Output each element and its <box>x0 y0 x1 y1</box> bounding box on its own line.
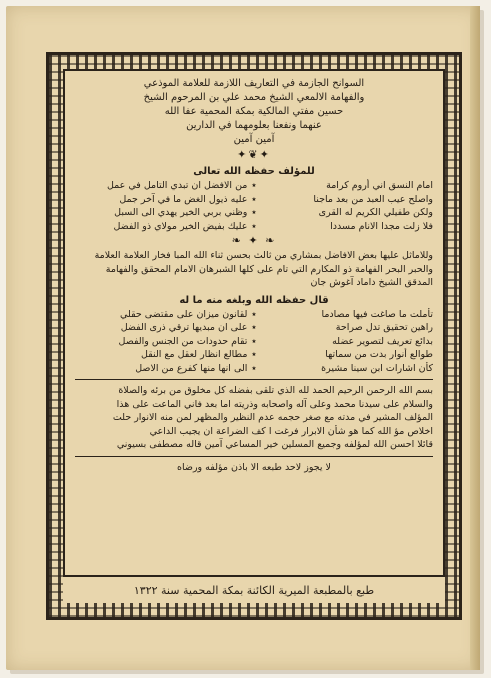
author-heading: للمؤلف حفظه الله تعالى <box>193 166 315 177</box>
ornament-divider: ❧ ✦ ❧ <box>231 234 277 247</box>
page-spine <box>470 6 480 670</box>
verse-row <box>75 206 433 220</box>
star-icon: ٭ <box>251 180 257 191</box>
star-icon: ٭ <box>251 335 257 347</box>
star-icon: ٭ <box>251 220 257 232</box>
endorsement-paragraph <box>75 384 433 452</box>
verse-hemistich: ولكن طفيلي الكريم له القرى <box>318 207 433 218</box>
verse-hemistich: من الافضل ان تبدي التامل في عمل <box>106 180 248 191</box>
verse-hemistich: طوالع أنوار بدت من سماتها <box>325 349 433 360</box>
verse-row <box>75 335 433 349</box>
verse-hemistich: عليك بفيض الخير مولاي ذو الفضل <box>113 220 248 232</box>
imprint-line <box>63 575 445 603</box>
verse-hemistich: بدائع تعريف لتصوير عضله <box>332 335 433 347</box>
star-icon: ٭ <box>251 322 257 333</box>
verse-hemistich: واصلح عيب العبد من بعد ماجنا <box>313 193 433 205</box>
verse-hemistich: مطالع انظار لعقل مع النقل <box>141 349 248 360</box>
paragraph-line: وللاماثل عليها بعض الافاضل بمشاري من ثالث بحسن ثناء الله المبا فخار العلامة العلامة <box>94 250 433 261</box>
star-icon: ٭ <box>251 308 257 320</box>
rights-note: لا يجوز لاحد طبعه الا باذن مؤلفه ورضاه <box>177 461 331 473</box>
verse-hemistich: لقانون ميزان على مقتضى حقلي <box>120 308 248 320</box>
divider-line <box>75 379 433 380</box>
verse-block-2 <box>75 308 433 376</box>
decorative-border <box>46 52 462 620</box>
divider-line <box>75 456 433 457</box>
star-icon: ٭ <box>251 349 257 360</box>
praise-paragraph <box>75 249 433 290</box>
verse-row <box>75 308 433 322</box>
star-icon: ٭ <box>251 207 257 218</box>
verse-hemistich: الى انها منها كفرع من الاصل <box>135 362 248 374</box>
verse-hemistich: تقام حدودات من الجنس والفصل <box>118 335 248 347</box>
verse-hemistich: على ان مبديها ترقي ذرى الفضل <box>120 322 248 333</box>
verse-row <box>75 220 433 234</box>
book-title <box>75 77 433 147</box>
title-line: آمين آمين <box>233 134 275 145</box>
ornament-divider: ✦❦✦ <box>237 148 271 161</box>
title-page-content <box>63 69 445 603</box>
paragraph-line: والحبر البحر الفهامة ذو المكارم التي تام على كلها الشبرهان الامام المحقق والفهامة <box>105 263 433 275</box>
verse-hemistich: راهين تحقيق تدل صراحة <box>335 322 433 333</box>
title-line: حسين مفتي المالكية بمكة المحمية عفا الله <box>164 106 344 117</box>
title-line: والفهامة الالمعي الشيخ محمد علي بن المرحوم الشيخ <box>143 92 365 103</box>
verse-block <box>75 179 433 233</box>
star-icon: ٭ <box>251 362 257 374</box>
verse-row <box>75 348 433 362</box>
paragraph-line: اخلاص مؤ الله كما هو شأن الابرار فرغت ا كف الضراعة ان يجيب الداعي <box>149 425 433 437</box>
verse-hemistich: كأن اشارات ابن سينا مشيرة <box>321 362 433 374</box>
title-line: عنهما ونفعنا بعلومهما في الدارين <box>186 120 322 131</box>
verse-hemistich: عليه ذيول الغض ما في آخر جمل <box>119 193 248 205</box>
verse-row <box>75 321 433 335</box>
paragraph-line: قائلا احسن الله لمؤلفه وجميع المسلين خير المساعي آمين قاله مصطفى بسيوني <box>116 439 433 450</box>
verse-hemistich: تأملت ما صاغت فيها مصادما <box>321 308 433 320</box>
verse-row <box>75 179 433 193</box>
paragraph-line: بسم الله الرحمن الرحيم الحمد لله الذي تلقى بفضله كل مخلوق من برئه والصلاة <box>118 385 433 396</box>
paragraph-line: المؤلف المشير في مدته مع صغر حجمه عدم النظير والمظهر لمن منه الانوار حلت <box>112 412 433 423</box>
star-icon: ٭ <box>251 193 257 205</box>
verse-row <box>75 193 433 207</box>
imprint-text: طبع بالمطبعة الميرية الكائنة بمكة المحمية سنة ١٣٢٢ <box>133 583 375 597</box>
verse-row <box>75 362 433 376</box>
paragraph-line: والسلام على سيدنا محمد وعلى آله واصحابه وذريته اما بعد فاني الماعت على هذا <box>116 398 433 410</box>
verse-hemistich: امام النسق اني أروم كرامة <box>326 180 433 191</box>
verse-hemistich: فلا زلت مجدا الانام مسددا <box>330 220 433 232</box>
said-heading: قال حفظه الله وبلغه منه ما له <box>179 294 329 306</box>
book-page <box>6 6 480 670</box>
title-line: السوانح الجازمة في التعاريف اللازمة للعلامة الموذعي <box>143 78 365 89</box>
paragraph-line: المدقق الشيخ داماد آغوش جان <box>310 277 433 288</box>
verse-hemistich: وظني بربي الخير يهدي الى السبل <box>114 207 248 218</box>
